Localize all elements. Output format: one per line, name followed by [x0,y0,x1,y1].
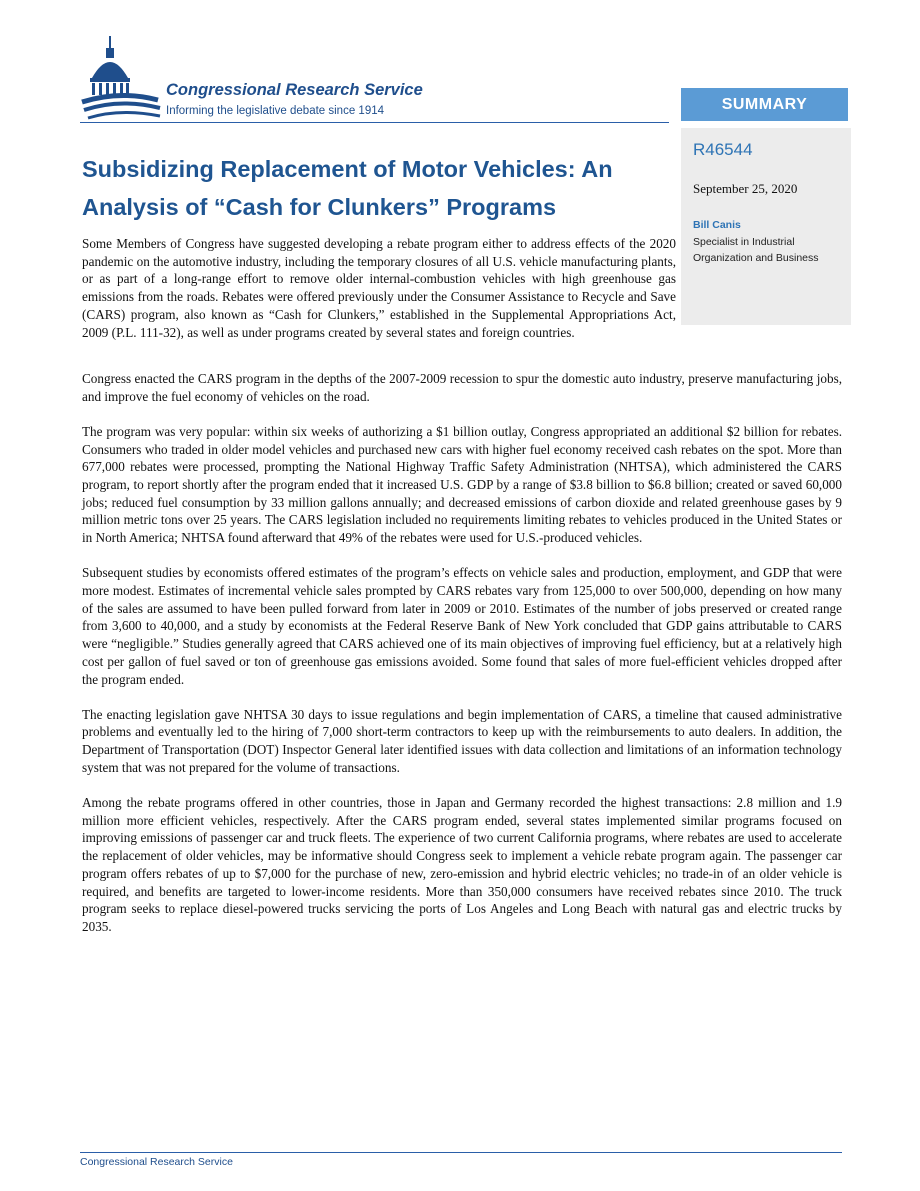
footer-divider [80,1152,842,1153]
summary-body [82,370,842,953]
author-name: Bill Canis [693,219,741,231]
summary-paragraph-3: The program was very popular: within six weeks of authorizing a $1 billion outlay, Congress appropriated an additional $2 billion for rebates. Consumers who traded in older model vehicles and purchased new cars with higher fuel economy received cash rebates on the spot. More than 677,000 rebates were processed, prompting the National Highway Traffic Safety Administration (NHTSA), which administered the CARS program, to report shortly after the program ended that it increased U.S. GDP by a range of $3.8 billion to $6.8 billion; created or saved 60,000 jobs; reduced fuel consumption by 33 million gallons annually; and decreased emissions of carbon dioxide and related greenhouse gases by 9 million metric tons over 25 years. The CARS legislation included no requirements limiting rebates to vehicles produced in the United States or in North America; NHTSA found afterward that 49% of the rebates were used for U.S.-produced vehicles. [82,423,842,546]
org-name: Congressional Research Service [166,81,423,99]
header-divider [80,122,669,123]
summary-paragraph-5: The enacting legislation gave NHTSA 30 days to issue regulations and begin implementation of CARS, a timeline that caused administrative problems and eventually led to the hiring of 7,000 short-term contractors to keep up with the reimbursements to auto dealers. In addition, the Department of Transportation (DOT) Inspector General later identified issues with data collection and limitations of an information technology system that was not prepared for the volume of transactions. [82,706,842,775]
summary-paragraph-2: Congress enacted the CARS program in the depths of the 2007-2009 recession to spur the domestic auto industry, preserve manufacturing jobs, and improve the fuel economy of vehicles on the road. [82,371,842,404]
capitol-dome-icon [80,34,164,124]
summary-paragraph-1: Some Members of Congress have suggested developing a rebate program either to address effects of the 2020 pandemic on the automotive industry, including the temporary closures of all U.S. vehicle manufacturing plants, or as part of a long-range effort to remove older internal-combustion vehicles with high greenhouse gas emissions from the roads. Rebates were offered previously under the Consumer Assistance to Recycle and Save (CARS) program, also known as “Cash for Clunkers,” established in the Supplemental Appropriations Act, 2009 (P.L. 111-32), as well as under programs created by several states and foreign countries. [82,236,676,340]
summary-paragraph-4: Subsequent studies by economists offered estimates of the program’s effects on vehicle sales and production, employment, and GDP that were more modest. Estimates of incremental vehicle sales prompted by CARS rebates vary from 125,000 to over 500,000, depending on how many of the sales are assumed to have been pulled forward from later in 2009 or 2010. Estimates of the number of jobs preserved or created range from 3,600 to 40,000, and a study by economists at the Federal Reserve Bank of New York concluded that GDP gains attributable to CARS were “negligible.” Studies generally agreed that CARS achieved one of its main objectives of improving fuel efficiency, but at a relatively high cost per gallon of fuel saved or ton of greenhouse gas emissions avoided. Some found that sales of more fuel-efficient vehicles dropped after the program ended. [82,565,842,687]
author-title: Specialist in Industrial Organization and Business [693,236,819,264]
report-number: R46544 [693,140,753,159]
summary-paragraph-6: Among the rebate programs offered in other countries, those in Japan and Germany recorded the highest transactions: 2.8 million and 1.9 million more efficient vehicles, respectively. After the CARS program ended, several states implemented similar programs focused on improving emissions of passenger car and truck fleets. The experience of two current California programs, where rebates are used to accelerate the replacement of older vehicles, may be informative should Congress seek to implement a vehicle rebate program again. The passenger car program offers rebates of up to $7,000 for the purchase of new, zero-emission and hybrid electric vehicles; no trade-in of an older vehicle is required, and benefits are targeted to lower-income residents. More than 350,000 consumers have received rebates since 2010. The truck program seeks to replace diesel-powered trucks servicing the ports of Los Angeles and Long Beach with natural gas and electric trucks by 2035. [82,795,842,934]
footer-org-name: Congressional Research Service [80,1156,233,1168]
summary-tab: SUMMARY [681,88,848,121]
document-title: Subsidizing Replacement of Motor Vehicles: An Analysis of “Cash for Clunkers” Programs [82,156,613,220]
report-info-panel [681,128,851,325]
report-date: September 25, 2020 [693,181,798,196]
crs-logo[interactable] [80,34,480,124]
org-tagline: Informing the legislative debate since 1914 [166,105,385,117]
